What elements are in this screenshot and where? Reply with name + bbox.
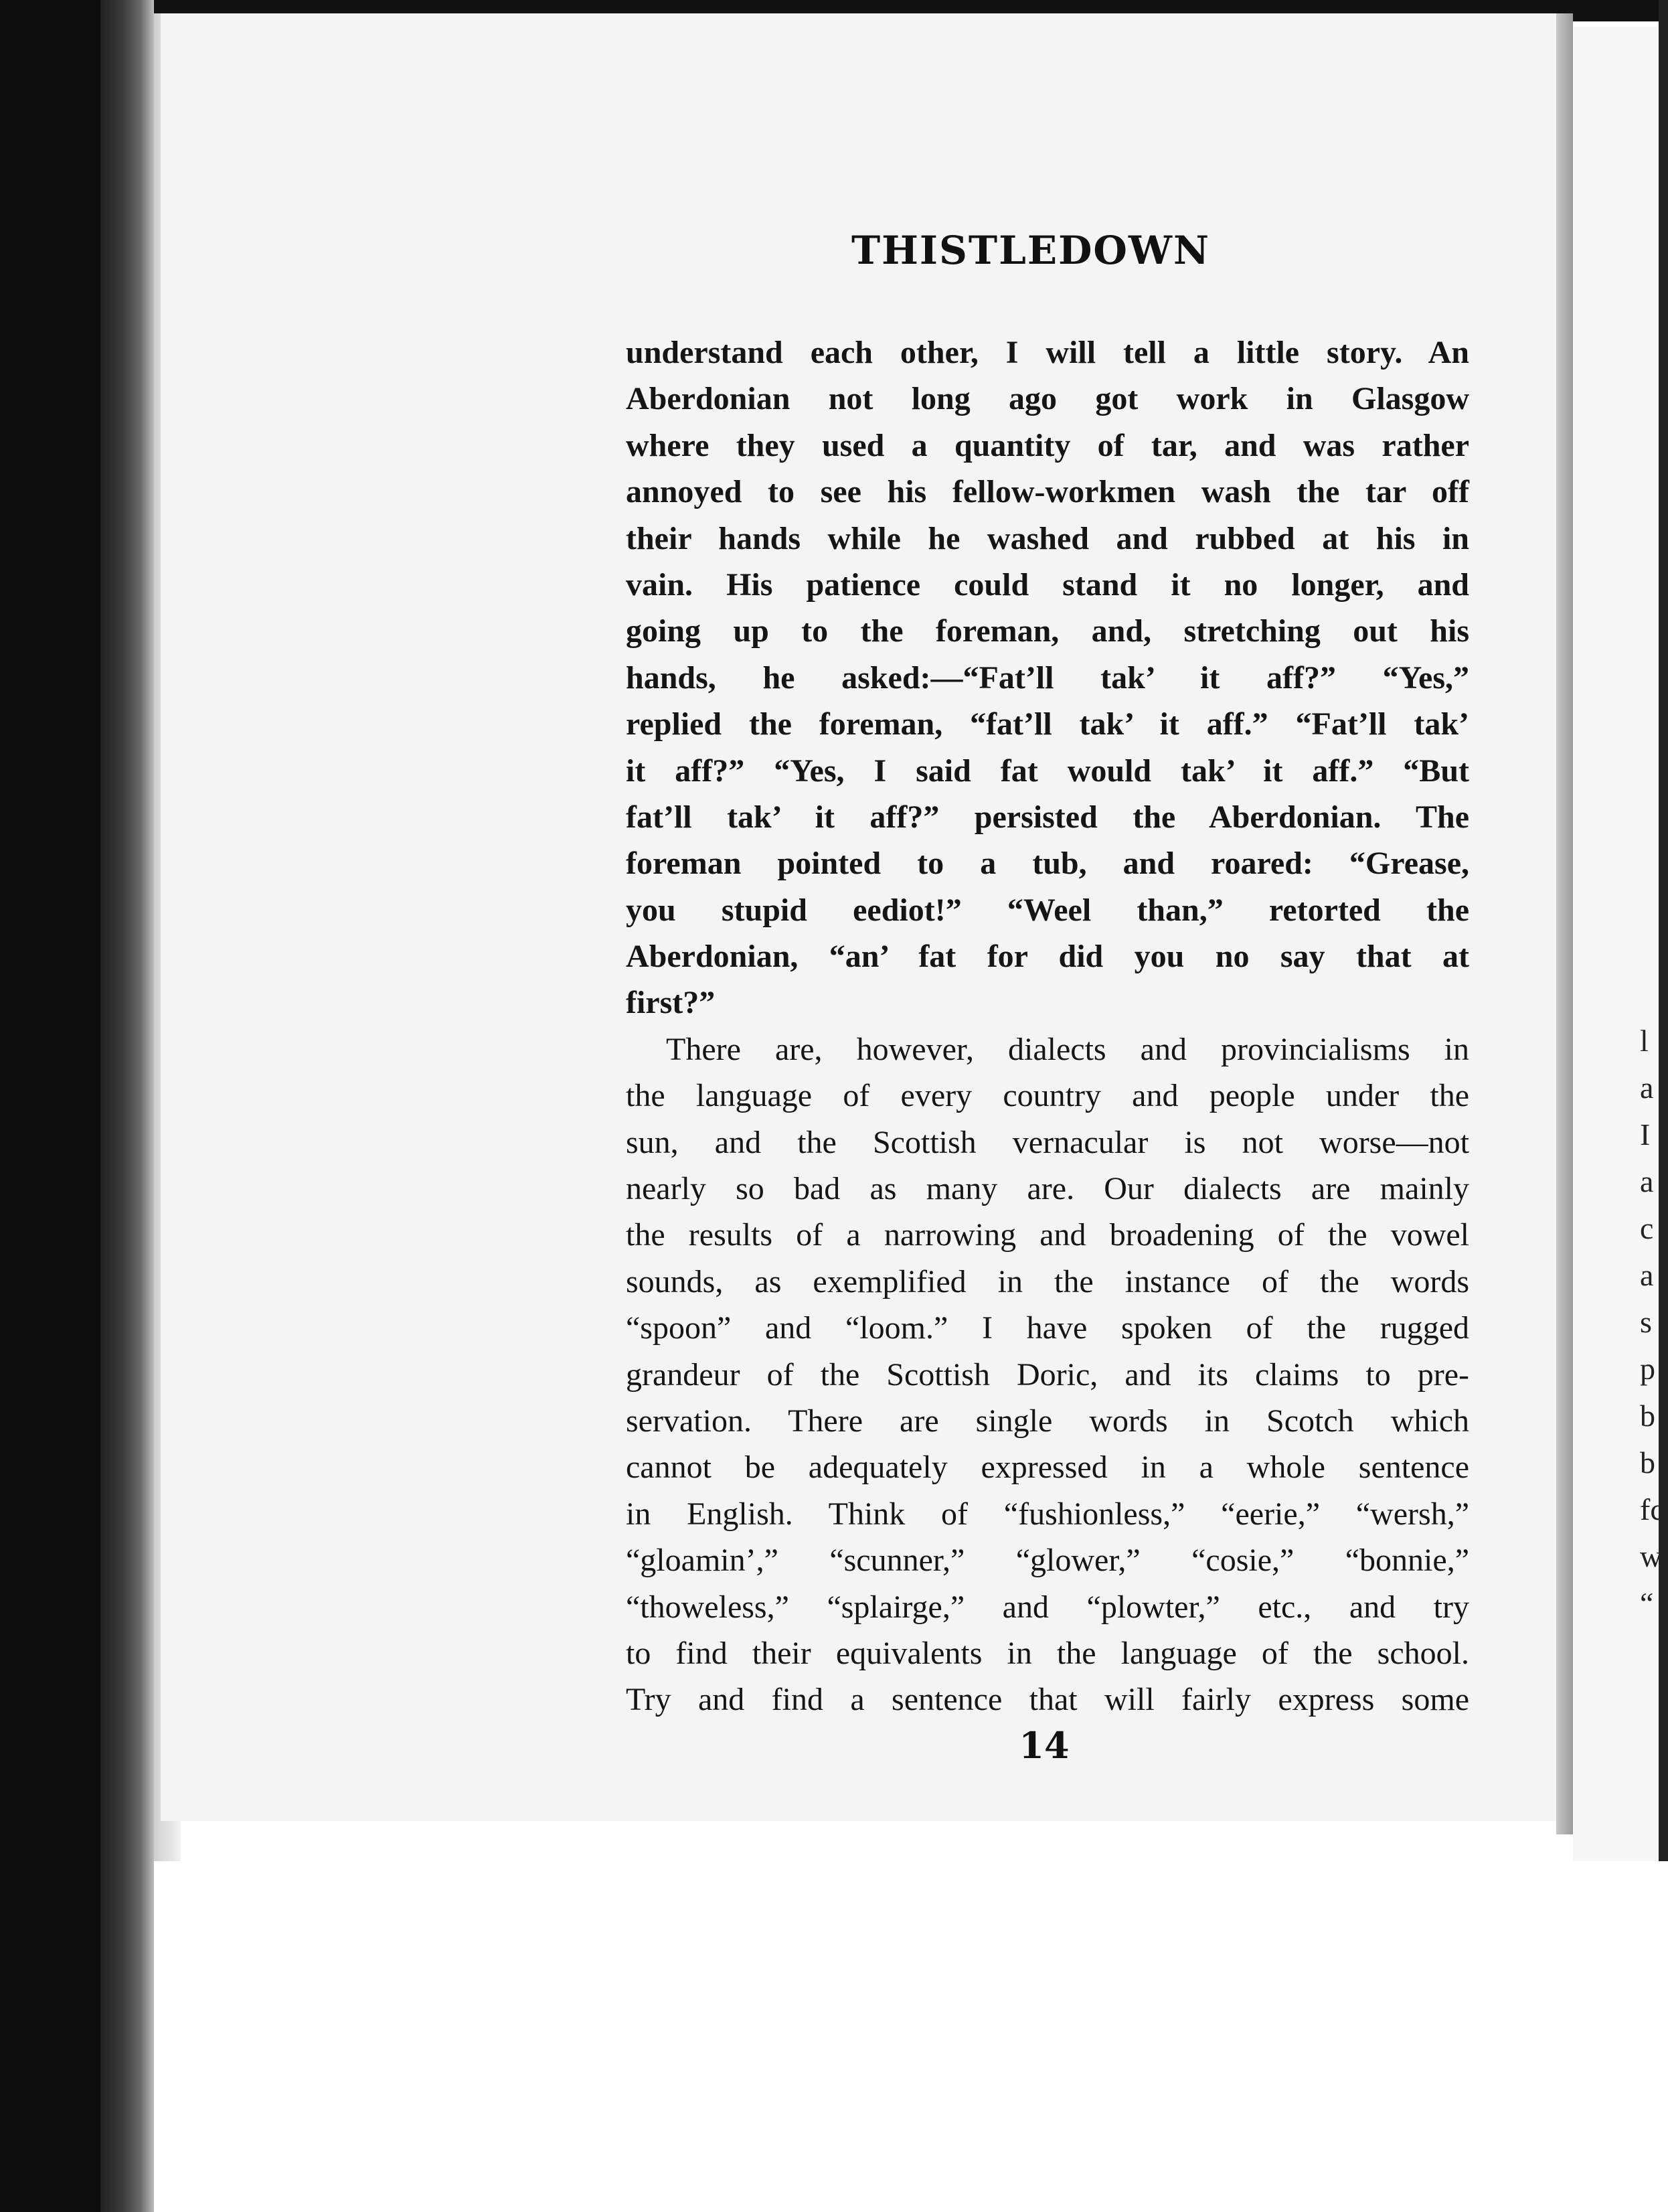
facing-fragment: a <box>1640 1164 1654 1198</box>
scan-left-border <box>0 0 100 2212</box>
facing-fragment: b <box>1640 1445 1655 1480</box>
text-line: sounds, as exemplified in the instance of the words <box>626 1263 1469 1299</box>
text-line: sun, and the Scottish vernacular is not worse—not <box>626 1124 1469 1160</box>
text-line: in English. Think of “fushionless,” “eerie,” “wersh,” <box>626 1496 1469 1532</box>
facing-fragment: c <box>1640 1211 1654 1245</box>
text-line: nearly so bad as many are. Our dialects are mainly <box>626 1171 1469 1207</box>
facing-page-fragments <box>1640 1018 1668 1627</box>
facing-fragment: l <box>1640 1024 1649 1058</box>
book-binding-edge <box>100 0 154 2212</box>
facing-fragment: a <box>1640 1071 1654 1105</box>
text-line: “spoon” and “loom.” I have spoken of the rugged <box>626 1310 1469 1346</box>
facing-fragment: w <box>1640 1539 1663 1573</box>
facing-fragment: I <box>1640 1117 1651 1152</box>
text-line: servation. There are single words in Scotch which <box>626 1403 1469 1439</box>
text-line: cannot be adequately expressed in a whole sentence <box>626 1449 1469 1486</box>
text-line: “thoweless,” “splairge,” and “plowter,” etc., and try <box>626 1589 1469 1625</box>
page-fore-edge-shadow <box>1556 13 1573 1834</box>
text-line: Try and find a sentence that will fairly express some <box>626 1682 1469 1718</box>
text-line: going up to the foreman, and, stretching out his <box>626 613 1469 649</box>
scan-bottom-margin <box>154 1861 1668 2212</box>
text-line: the results of a narrowing and broadening of the vowel <box>626 1217 1469 1253</box>
text-line: foreman pointed to a tub, and roared: “Grease, <box>626 846 1469 882</box>
text-line: where they used a quantity of tar, and was rather <box>626 427 1469 463</box>
text-line: you stupid eediot!” “Weel than,” retorted the <box>626 892 1469 928</box>
body-text <box>626 329 1469 1723</box>
text-line: Aberdonian, “an’ fat for did you no say that at <box>626 939 1469 975</box>
text-line: first?” <box>626 985 716 1021</box>
text-line: the language of every country and people under the <box>626 1078 1469 1114</box>
text-line: it aff?” “Yes, I said fat would tak’ it aff.” “But <box>626 753 1469 789</box>
text-line: their hands while he washed and rubbed at his in <box>626 520 1469 556</box>
text-line: to find their equivalents in the language of the school. <box>626 1635 1469 1671</box>
facing-fragment: a <box>1640 1258 1654 1292</box>
text-line: vain. His patience could stand it no longer, and <box>626 566 1469 603</box>
text-line: There are, however, dialects and provincialisms in <box>666 1031 1469 1067</box>
page-number: 14 <box>1019 1724 1070 1767</box>
facing-fragment: p <box>1640 1352 1655 1386</box>
text-line: Aberdonian not long ago got work in Glasgow <box>626 381 1469 417</box>
text-line: understand each other, I will tell a little story. An <box>626 335 1469 370</box>
facing-fragment: b <box>1640 1399 1655 1433</box>
text-line: “gloamin’,” “scunner,” “glower,” “cosie,” “bonnie,” <box>626 1543 1469 1579</box>
facing-fragment: fc <box>1640 1492 1664 1526</box>
paragraph-1 <box>626 329 1469 1026</box>
text-line: grandeur of the Scottish Doric, and its claims to pre- <box>626 1356 1469 1393</box>
text-line: replied the foreman, “fat’ll tak’ it aff.” “Fat’ll tak’ <box>626 706 1469 742</box>
paragraph-2 <box>626 1026 1469 1723</box>
text-line: hands, he asked:—“Fat’ll tak’ it aff?” “Yes,” <box>626 659 1469 696</box>
facing-fragment: s <box>1640 1305 1652 1339</box>
facing-fragment: “ <box>1640 1586 1654 1620</box>
text-line: fat’ll tak’ it aff?” persisted the Aberdonian. The <box>626 799 1469 835</box>
running-head: THISTLEDOWN <box>851 228 1211 273</box>
text-line: annoyed to see his fellow-workmen wash the tar off <box>626 474 1469 510</box>
